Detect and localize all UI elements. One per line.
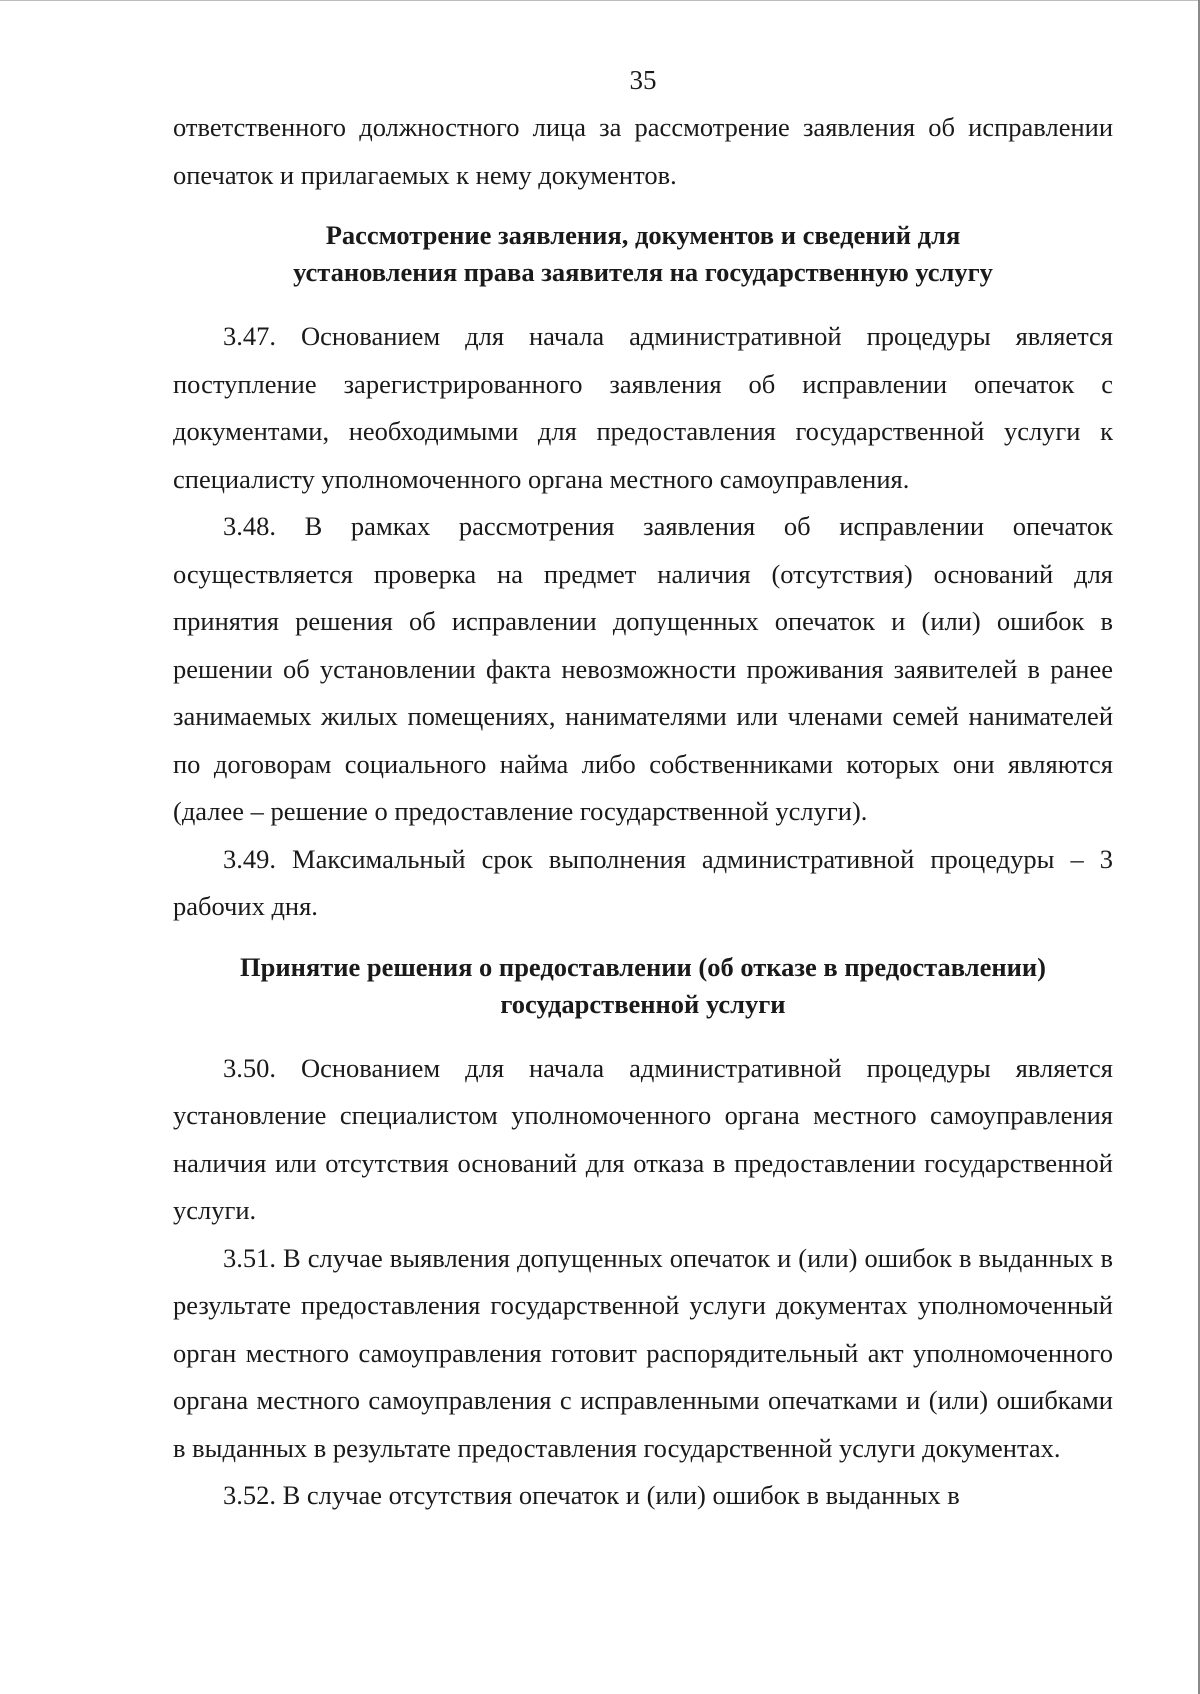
heading-line: Принятие решения о предоставлении (об отказе в предоставлении) — [240, 951, 1046, 982]
heading-line: установления права заявителя на государственную услугу — [293, 257, 993, 287]
paragraph-continuation: ответственного должностного лица за рассмотрение заявления об исправлении опечаток и прилагаемых к нему документов. — [173, 112, 1113, 190]
section-heading-decision — [173, 949, 1113, 1023]
paragraph-3-50: 3.50. Основанием для начала административной процедуры является установление специалистом уполномоченного органа местного самоуправления наличия или отсутствия оснований для отказа в предоставлении государственной услуги. — [173, 1052, 1113, 1225]
paragraph-3-49: 3.49. Максимальный срок выполнения административной процедуры – 3 рабочих дня. — [173, 843, 1113, 921]
page-number: 35 — [629, 65, 657, 95]
heading-line: Рассмотрение заявления, документов и сведений для — [325, 220, 961, 250]
paragraph-3-47: 3.47. Основанием для начала административной процедуры является поступление зарегистрированного заявления об исправлении опечаток с документами, необходимыми для предоставления государственной услуги к специалисту уполномоченного органа местного самоуправления. — [173, 321, 1113, 494]
page-top-edge — [0, 0, 1200, 1]
paragraph-3-51: 3.51. В случае выявления допущенных опечаток и (или) ошибок в выданных в результате предоставления государственной услуги документах уполномоченный орган местного самоуправления готовит распорядительный акт уполномоченного органа местного самоуправления с исправленными опечатками и (или) ошибками в выданных в результате предоставления государственной услуги документах. — [173, 1242, 1113, 1463]
heading-line: государственной услуги — [500, 988, 786, 1019]
paragraph-3-52: 3.52. В случае отсутствия опечаток и (или) ошибок в выданных в — [223, 1480, 960, 1510]
document-page — [173, 60, 1113, 1520]
paragraph-3-48: 3.48. В рамках рассмотрения заявления об исправлении опечаток осуществляется проверка на предмет наличия (отсутствия) оснований для принятия решения об исправлении допущенных опечаток и (или) ошибок в решении об установлении факта невозможности проживания заявителей в ранее занимаемых жилых помещениях, нанимателями или членами семей нанимателей по договорам социального найма либо собственниками которых они являются (далее – решение о предоставление государственной услуги). — [173, 511, 1113, 826]
section-heading-review — [173, 217, 1113, 291]
